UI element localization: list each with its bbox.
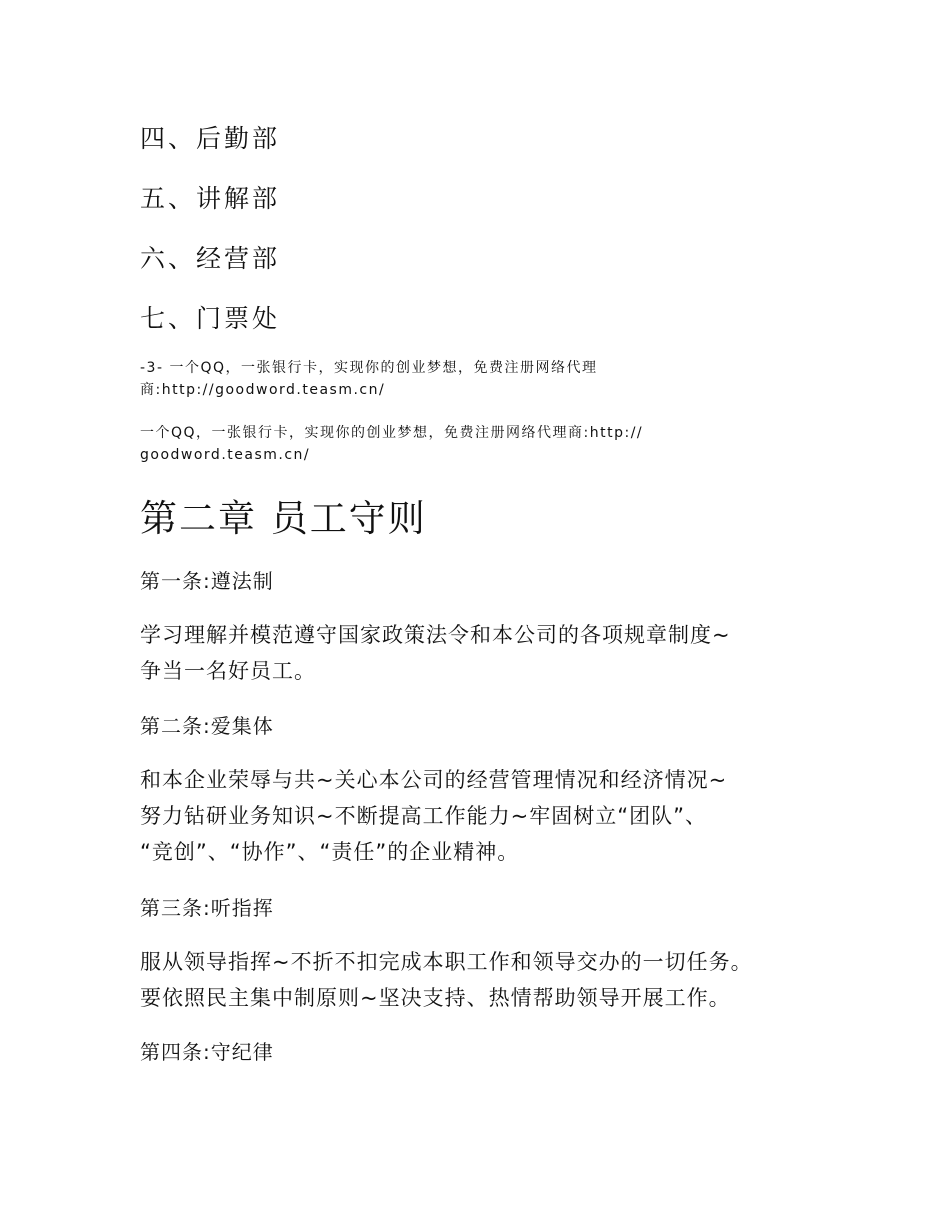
article-body-line: 要依照民主集中制原则~坚决支持、热情帮助领导开展工作。 [140,986,731,1010]
article-body-line: 服从领导指挥~不折不扣完成本职工作和领导交办的一切任务。 [140,950,753,974]
department-heading-logistics: 四、后勤部 [140,124,281,153]
article-body-line: 努力钻研业务知识~不断提高工作能力~牢固树立“团队”、 [140,804,707,828]
department-heading-guide: 五、讲解部 [140,184,281,213]
article-body [140,617,840,689]
ad-line-1: 一个QQ，一张银行卡，实现你的创业梦想，免费注册网络代理商:http:// [140,425,644,441]
article-body-line: “竞创”、“协作”、“责任”的企业精神。 [140,840,520,864]
chapter-title: 第二章 员工守则 [140,497,427,540]
article-body-line: 学习理解并模范遵守国家政策法令和本公司的各项规章制度~ [140,623,731,647]
ad-line-2: goodword.teasm.cn/ [140,447,311,463]
article-title: 第二条:爱集体 [140,714,274,738]
department-heading-operations: 六、经营部 [140,244,281,273]
article-body-line: 争当一名好员工。 [140,659,316,683]
footer-line-1: -3- 一个QQ，一张银行卡，实现你的创业梦想，免费注册网络代理 [140,360,598,376]
department-heading-ticket-office: 七、门票处 [140,304,281,333]
article-body-line: 和本企业荣辱与共~关心本公司的经营管理情况和经济情况~ [140,768,728,792]
article-title: 第一条:遵法制 [140,569,274,593]
article-body [140,762,840,870]
article-title: 第三条:听指挥 [140,896,274,920]
article-body [140,944,840,1016]
article-title: 第四条:守纪律 [140,1040,274,1064]
footer-line-2: 商:http://goodword.teasm.cn/ [140,382,386,398]
